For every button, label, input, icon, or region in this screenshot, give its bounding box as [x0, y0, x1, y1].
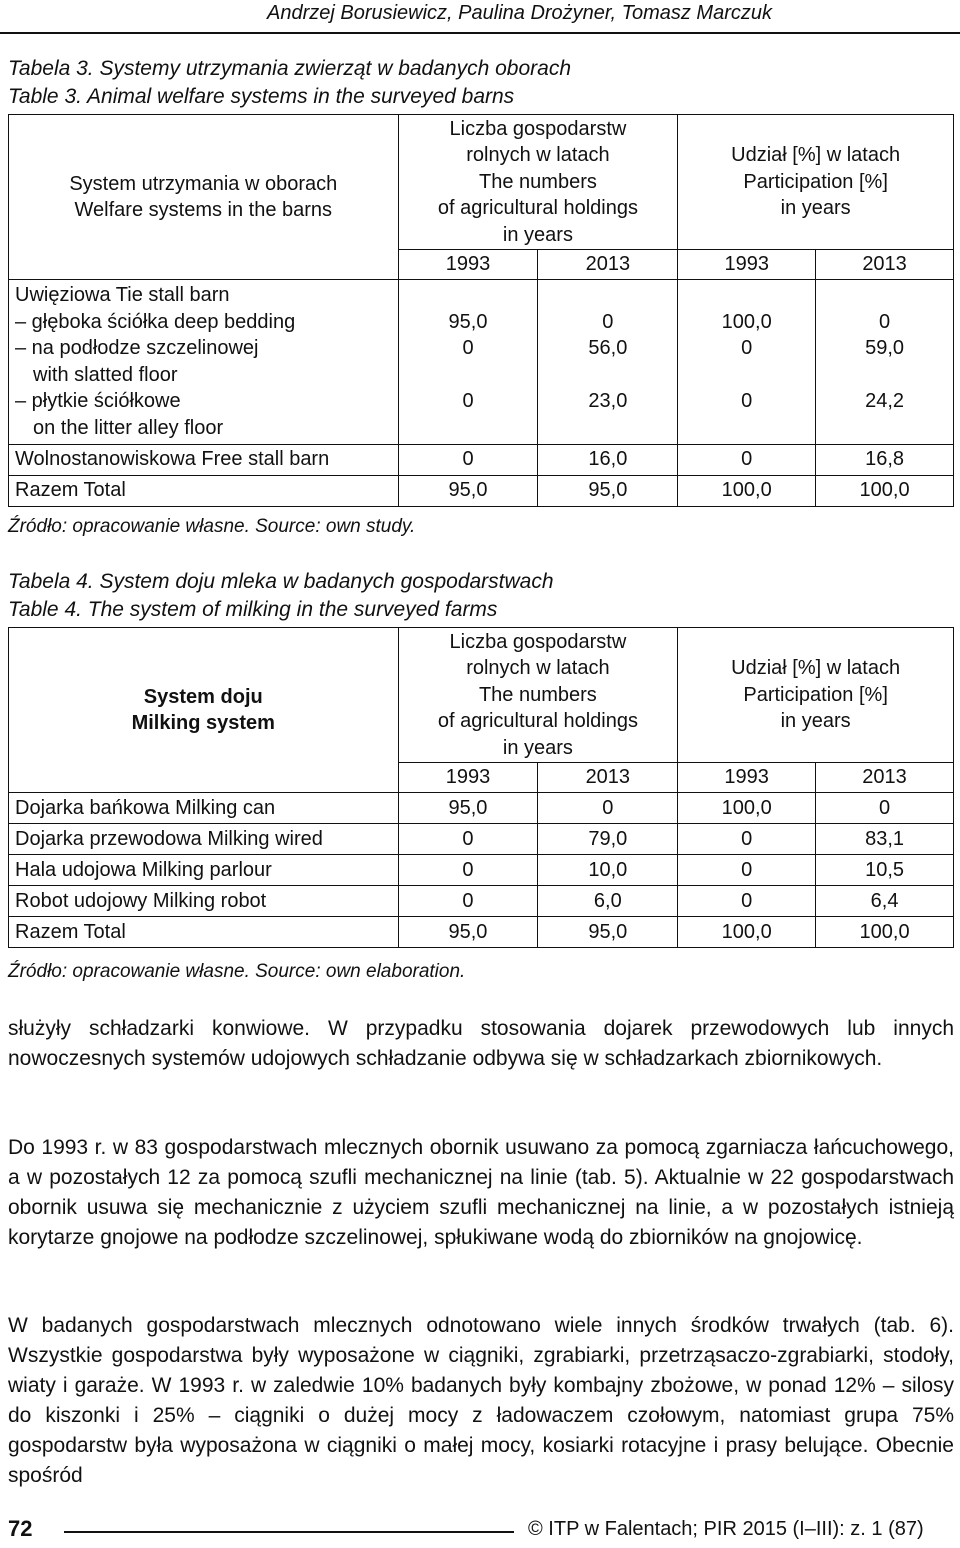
footer-rule [64, 1531, 514, 1533]
table3-free-stall-row [9, 444, 954, 475]
table3-tie-col-3: 100,0 0 0 [678, 280, 816, 445]
table4-caption-pl: Tabela 4. System doju mleka w badanych gospodarstwach [8, 570, 554, 593]
table4-cell: 0 [678, 824, 816, 855]
table3 [8, 114, 954, 507]
table4-row-label: Robot udojowy Milking robot [9, 886, 399, 917]
table4-caption [8, 568, 554, 624]
running-header-authors: Andrzej Borusiewicz, Paulina Drożyner, Tomasz Marczuk [266, 2, 772, 24]
table3-caption-en: Table 3. Animal welfare systems in the surveyed barns [8, 85, 515, 108]
table3-cell: 0 [398, 444, 538, 475]
table3-total-row [9, 475, 954, 506]
table4-cell: 95,0 [398, 917, 538, 948]
body-paragraph-1: służyły schładzarki konwiowe. W przypadku stosowania dojarek przewodowych lub innych nowoczesnych systemów udojowych schładzanie odbywa się w schładzarkach zbiornikowych. [8, 1017, 954, 1070]
table4-cell: 0 [678, 855, 816, 886]
table3-row-label: Wolnostanowiskowa Free stall barn [9, 444, 399, 475]
page-number: 72 [8, 1516, 33, 1541]
table3-caption-pl: Tabela 3. Systemy utrzymania zwierząt w badanych oborach [8, 57, 572, 80]
table3-header-share: Udział [%] w latach Participation [%] in years [678, 115, 954, 250]
table4-header-system: System doju Milking system [9, 628, 399, 793]
table3-source: Źródło: opracowanie własne. Source: own study. [8, 516, 416, 537]
table4-header-numbers: Liczba gospodarstw rolnych w latach The numbers of agricultural holdings in years [398, 628, 678, 763]
body-paragraph-2: Do 1993 r. w 83 gospodarstwach mlecznych obornik usuwano za pomocą zgarniacza łańcuchowego, a w pozostałych 12 za pomocą szufli mechanicznej na linie (tab. 5). Aktualnie w 22 gospodarstwach obornik usuwa się mechanicznie z użyciem szufli mechanicznej na linie, a w pozostałych istnieją korytarze gnojowe na podłodze szczelinowej, spłukiwane wodą do zbiorników na gnojowicę. [8, 1136, 954, 1249]
table3-cell: 100,0 [678, 475, 816, 506]
table4-cell: 95,0 [398, 793, 538, 824]
table4-row-label: Dojarka przewodowa Milking wired [9, 824, 399, 855]
table4-row [9, 886, 954, 917]
table3-tie-col-1: 95,0 0 0 [398, 280, 538, 445]
table3-year-cell: 2013 [816, 250, 954, 280]
table4-cell: 6,0 [538, 886, 678, 917]
table4-year-cell: 1993 [398, 763, 538, 793]
table4-total-row [9, 917, 954, 948]
table3-year-cell: 1993 [678, 250, 816, 280]
table4-source: Źródło: opracowanie własne. Source: own elaboration. [8, 961, 466, 982]
table4 [8, 627, 954, 948]
table3-cell: 95,0 [538, 475, 678, 506]
table4-row [9, 855, 954, 886]
table4-caption-en: Table 4. The system of milking in the surveyed farms [8, 598, 498, 621]
table3-year-cell: 1993 [398, 250, 538, 280]
table3-cell: 16,0 [538, 444, 678, 475]
table3-tie-stall-labels: Uwięziowa Tie stall barn – głęboka ściółka deep bedding – na podłodze szczelinowej with slatted floor – płytkie ściółkowe on the litter alley floor [9, 280, 399, 445]
table4-row-label: Razem Total [9, 917, 399, 948]
table4-year-cell: 2013 [538, 763, 678, 793]
header-rule [0, 32, 960, 34]
table3-row-label: Razem Total [9, 475, 399, 506]
table3-cell: 0 [678, 444, 816, 475]
table3-caption [8, 55, 571, 111]
table3-cell: 100,0 [816, 475, 954, 506]
table4-row [9, 793, 954, 824]
table4-cell: 6,4 [816, 886, 954, 917]
table4-row-label: Dojarka bańkowa Milking can [9, 793, 399, 824]
table4-cell: 79,0 [538, 824, 678, 855]
table4-cell: 10,0 [538, 855, 678, 886]
table4-cell: 0 [678, 886, 816, 917]
footer-journal: © ITP w Falentach; PIR 2015 (I–III): z. 1 (87) [528, 1518, 924, 1540]
table3-tie-stall-row [9, 280, 954, 445]
table4-row-label: Hala udojowa Milking parlour [9, 855, 399, 886]
table4-year-cell: 2013 [816, 763, 954, 793]
table4-year-cell: 1993 [678, 763, 816, 793]
table4-cell: 0 [398, 855, 538, 886]
table3-tie-col-4: 0 59,0 24,2 [816, 280, 954, 445]
table3-cell: 95,0 [398, 475, 538, 506]
table4-cell: 0 [398, 824, 538, 855]
table4-cell: 100,0 [816, 917, 954, 948]
table4-cell: 0 [398, 886, 538, 917]
table3-header-numbers: Liczba gospodarstw rolnych w latach The numbers of agricultural holdings in years [398, 115, 678, 250]
table4-cell: 10,5 [816, 855, 954, 886]
table3-tie-col-2: 0 56,0 23,0 [538, 280, 678, 445]
table4-cell: 100,0 [678, 917, 816, 948]
table4-cell: 95,0 [538, 917, 678, 948]
table4-cell: 0 [538, 793, 678, 824]
table3-year-cell: 2013 [538, 250, 678, 280]
table4-cell: 83,1 [816, 824, 954, 855]
body-paragraph-3: W badanych gospodarstwach mlecznych odnotowano wiele innych środków trwałych (tab. 6). Wszystkie gospodarstwa były wyposażone w ciągniki, zgrabiarki, przetrząsaczo-zgrabiarki, stodoły, wiaty i garaże. W 1993 r. w zaledwie 10% badanych były kombajny zbożowe, w ponad 12% – silosy do kiszonki i 25% – ciągniki o dużej mocy z ładowaczem czołowym, natomiast grupa 75% gospodarstw była wyposażona w ciągniki o małej mocy, kosiarki rotacyjne i prasy belujące. Obecnie spośród [8, 1314, 954, 1487]
table4-header-share: Udział [%] w latach Participation [%] in years [678, 628, 954, 763]
table3-header-system: System utrzymania w oborach Welfare systems in the barns [9, 115, 399, 280]
table3-cell: 16,8 [816, 444, 954, 475]
table4-row [9, 824, 954, 855]
table4-cell: 0 [816, 793, 954, 824]
table4-cell: 100,0 [678, 793, 816, 824]
